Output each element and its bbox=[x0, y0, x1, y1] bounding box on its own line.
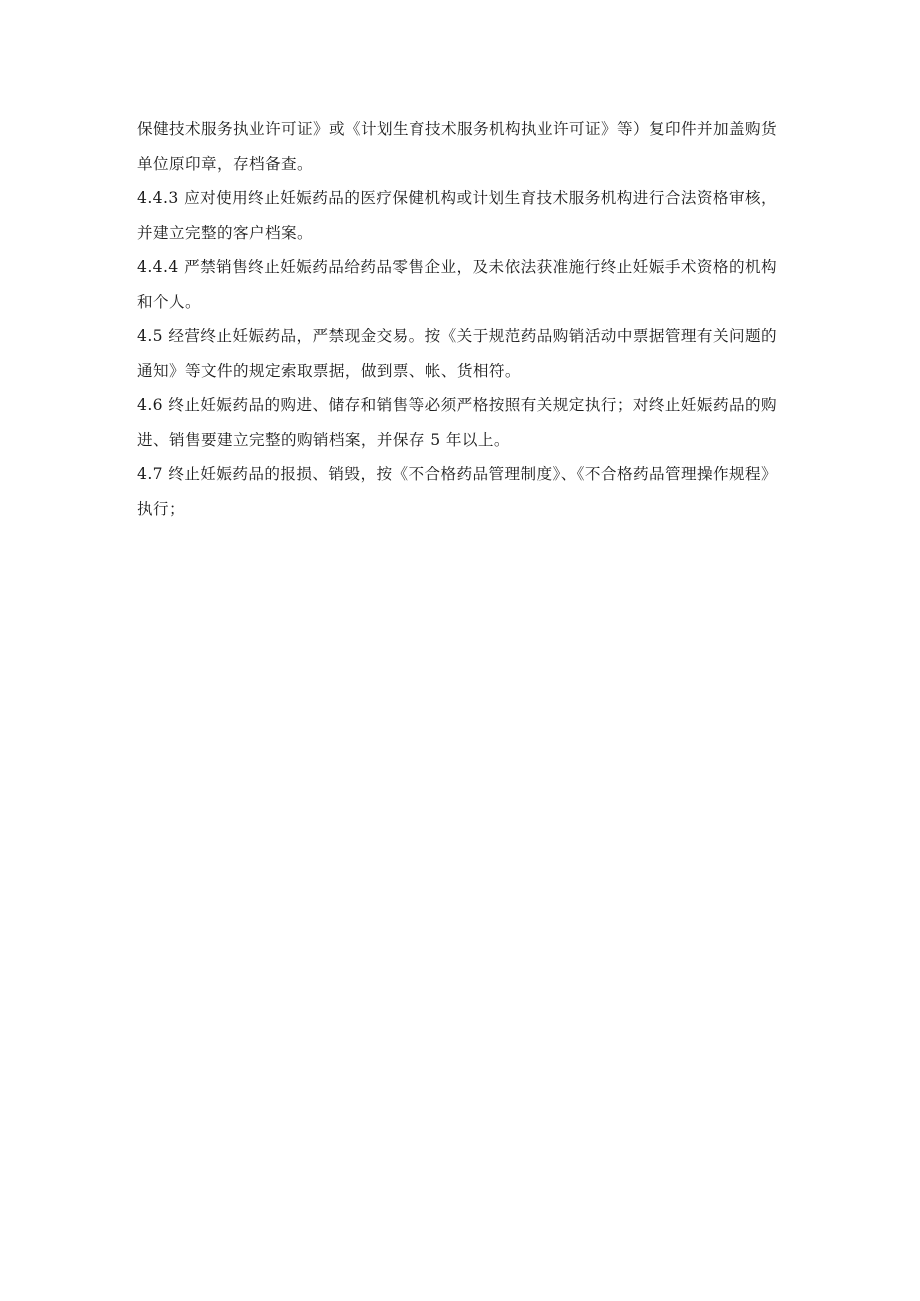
paragraph-4-6: 4.6 终止妊娠药品的购进、储存和销售等必须严格按照有关规定执行；对终止妊娠药品的购进、销售要建立完整的购销档案，并保存 5 年以上。 bbox=[137, 396, 777, 449]
paragraph-4-4-4: 4.4.4 严禁销售终止妊娠药品给药品零售企业，及未依法获准施行终止妊娠手术资格的机构和个人。 bbox=[137, 258, 777, 311]
paragraph-4-4-3: 4.4.3 应对使用终止妊娠药品的医疗保健机构或计划生育技术服务机构进行合法资格审核，并建立完整的客户档案。 bbox=[137, 189, 777, 242]
paragraph-4-7: 4.7 终止妊娠药品的报损、销毁，按《不合格药品管理制度》、《不合格药品管理操作规程》执行； bbox=[137, 465, 777, 518]
paragraph-4-5: 4.5 经营终止妊娠药品，严禁现金交易。按《关于规范药品购销活动中票据管理有关问题的通知》等文件的规定索取票据，做到票、帐、货相符。 bbox=[137, 327, 777, 380]
paragraph-continuation: 保健技术服务执业许可证》或《计划生育技术服务机构执业许可证》等）复印件并加盖购货单位原印章，存档备查。 bbox=[137, 120, 777, 173]
document-body bbox=[137, 112, 777, 526]
